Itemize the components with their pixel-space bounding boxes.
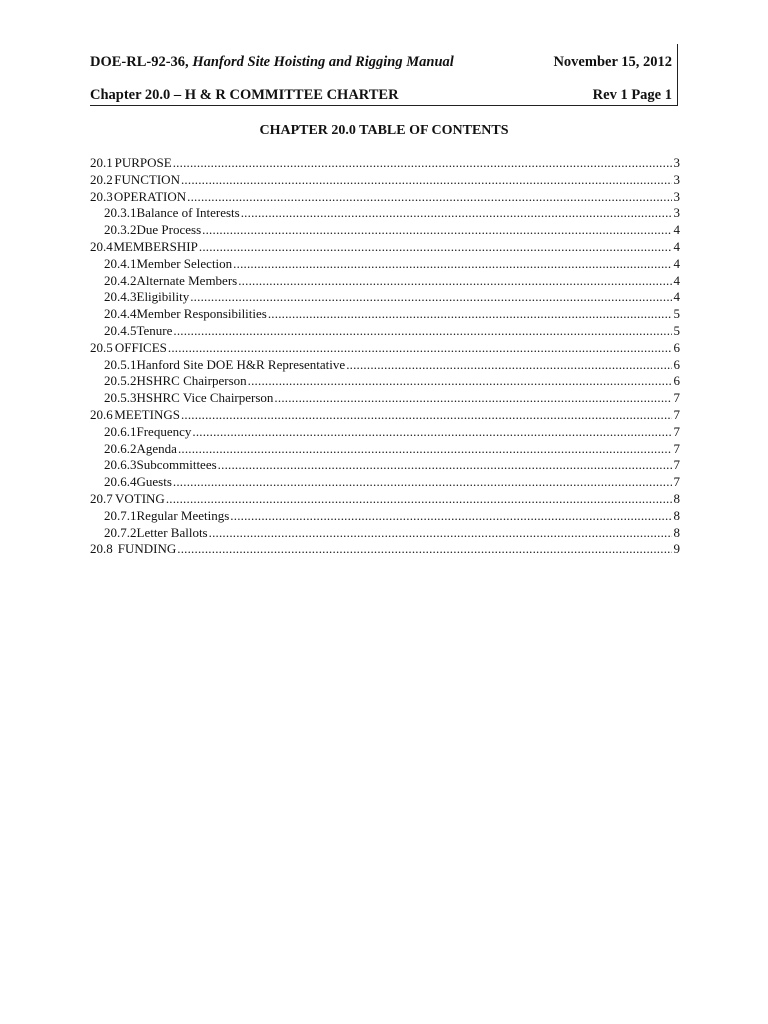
toc-leader-dots <box>199 239 672 256</box>
toc-leader-dots <box>218 457 672 474</box>
toc-entry-number: 20.3 <box>90 188 113 204</box>
toc-leader-dots <box>209 525 672 542</box>
toc-entry-number: 20.4.4 <box>104 306 137 322</box>
toc-leader-dots <box>190 289 671 306</box>
toc-leader-dots <box>248 373 672 390</box>
toc-leader-dots <box>166 491 672 508</box>
toc-entry-label: Eligibility <box>136 289 190 305</box>
toc-entry-label: VOTING <box>114 490 165 506</box>
document-date: November 15, 2012 <box>553 54 672 70</box>
toc-entry[interactable] <box>90 273 680 290</box>
toc-entry[interactable] <box>90 189 680 206</box>
toc-entry-label: MEMBERSHIP <box>113 238 198 254</box>
toc-entry-label: Guests <box>136 474 172 490</box>
toc-entry-page: 7 <box>673 474 680 490</box>
toc-entry[interactable] <box>90 155 680 172</box>
toc-entry-number: 20.6 <box>90 406 113 422</box>
toc-entry[interactable] <box>90 474 680 491</box>
toc-entry-page: 3 <box>673 155 680 170</box>
toc-entry-number: 20.4.3 <box>104 289 137 305</box>
toc-entry[interactable] <box>90 407 680 424</box>
toc-entry[interactable] <box>90 239 680 256</box>
toc-entry-page: 4 <box>673 272 680 288</box>
toc-entry[interactable] <box>90 541 680 558</box>
toc-entry[interactable] <box>90 525 680 542</box>
toc-entry-number: 20.7.1 <box>104 507 137 523</box>
toc-entry-label: Member Responsibilities <box>136 306 267 322</box>
toc-entry-label: OPERATION <box>113 188 187 204</box>
toc-leader-dots <box>230 508 671 525</box>
toc-entry-page: 3 <box>673 188 680 204</box>
toc-entry-page: 4 <box>673 255 680 271</box>
toc-leader-dots <box>192 424 671 441</box>
toc-entry-number: 20.4.5 <box>104 322 137 338</box>
toc-entry-page: 7 <box>673 390 680 406</box>
toc-entry[interactable] <box>90 373 680 390</box>
toc-entry-page: 4 <box>673 289 680 305</box>
toc-entry-label: Tenure <box>136 322 173 338</box>
toc-entry-number: 20.6.3 <box>104 457 137 473</box>
toc-leader-dots <box>168 340 672 357</box>
toc-entry[interactable] <box>90 357 680 374</box>
header-horizontal-rule <box>90 105 678 106</box>
toc-entry-number: 20.6.1 <box>104 423 137 439</box>
toc-leader-dots <box>268 306 672 323</box>
chapter-title: Chapter 20.0 – H & R COMMITTEE CHARTER <box>90 87 399 103</box>
toc-entry-page: 8 <box>673 490 680 506</box>
toc-entry-number: 20.1 <box>90 155 113 170</box>
toc-entry-label: Alternate Members <box>136 272 238 288</box>
toc-entry-number: 20.3.1 <box>104 205 137 221</box>
toc-entry-label: FUNCTION <box>114 171 180 187</box>
toc-leader-dots <box>274 390 671 407</box>
toc-entry-number: 20.4.2 <box>104 272 137 288</box>
toc-leader-dots <box>346 357 671 374</box>
toc-entry-number: 20.6.4 <box>104 474 137 490</box>
document-id: DOE-RL-92-36, <box>90 54 189 70</box>
toc-entry-label: Regular Meetings <box>136 507 230 523</box>
toc-leader-dots <box>181 172 672 189</box>
toc-entry-label: Frequency <box>136 423 192 439</box>
toc-leader-dots <box>173 474 672 491</box>
toc-entry[interactable] <box>90 508 680 525</box>
toc-entry-label: PURPOSE <box>114 155 172 170</box>
toc-entry[interactable] <box>90 424 680 441</box>
toc-entry-page: 3 <box>673 171 680 187</box>
toc-entry[interactable] <box>90 256 680 273</box>
toc-entry-page: 3 <box>673 205 680 221</box>
toc-entry-page: 4 <box>673 222 680 238</box>
toc-entry-number: 20.4 <box>90 238 113 254</box>
toc-entry-label: Due Process <box>136 222 202 238</box>
toc-entry[interactable] <box>90 306 680 323</box>
header-vertical-rule <box>677 44 678 106</box>
toc-entry-number: 20.7 <box>90 490 113 506</box>
toc-entry-label: Hanford Site DOE H&R Representative <box>136 356 346 372</box>
toc-entry[interactable] <box>90 390 680 407</box>
toc-entry-label: Agenda <box>136 440 177 456</box>
toc-entry-page: 5 <box>673 306 680 322</box>
toc-entry-label: Balance of Interests <box>136 205 240 221</box>
toc-leader-dots <box>187 189 671 206</box>
toc-entry[interactable] <box>90 340 680 357</box>
toc-entry-page: 5 <box>673 322 680 338</box>
toc-entry-number: 20.6.2 <box>104 440 137 456</box>
toc-entry-label: Letter Ballots <box>136 524 208 540</box>
toc-entry-page: 7 <box>673 406 680 422</box>
toc-entry-label: HSHRC Chairperson <box>136 373 247 389</box>
toc-leader-dots <box>202 222 671 239</box>
table-of-contents <box>90 155 680 558</box>
toc-entry-number: 20.5.1 <box>104 356 137 372</box>
toc-leader-dots <box>177 541 671 558</box>
toc-entry-page: 6 <box>673 356 680 372</box>
toc-entry-number: 20.5 <box>90 339 113 355</box>
toc-entry-label: MEETINGS <box>114 406 180 422</box>
toc-entry-page: 4 <box>673 238 680 254</box>
toc-entry-label: FUNDING <box>117 541 177 557</box>
toc-entry[interactable] <box>90 289 680 306</box>
toc-entry[interactable] <box>90 441 680 458</box>
toc-entry[interactable] <box>90 457 680 474</box>
toc-entry[interactable] <box>90 205 680 222</box>
toc-entry-number: 20.3.2 <box>104 222 137 238</box>
toc-leader-dots <box>173 323 671 340</box>
toc-entry-label: Subcommittees <box>136 457 217 473</box>
toc-leader-dots <box>241 205 672 222</box>
toc-entry-label: HSHRC Vice Chairperson <box>136 390 274 406</box>
toc-entry-page: 6 <box>673 339 680 355</box>
toc-entry-number: 20.4.1 <box>104 255 137 271</box>
toc-entry[interactable] <box>90 172 680 189</box>
toc-entry-page: 7 <box>673 423 680 439</box>
toc-leader-dots <box>178 441 672 458</box>
toc-leader-dots <box>238 273 671 290</box>
document-title: Hanford Site Hoisting and Rigging Manual <box>192 54 454 70</box>
revision-page: Rev 1 Page 1 <box>592 87 672 103</box>
toc-leader-dots <box>173 155 672 172</box>
toc-entry-number: 20.5.2 <box>104 373 137 389</box>
toc-entry-page: 8 <box>673 524 680 540</box>
toc-entry-page: 8 <box>673 507 680 523</box>
toc-entry[interactable] <box>90 323 680 340</box>
toc-entry[interactable] <box>90 222 680 239</box>
toc-entry-number: 20.5.3 <box>104 390 137 406</box>
toc-entry[interactable] <box>90 491 680 508</box>
toc-heading: CHAPTER 20.0 TABLE OF CONTENTS <box>259 123 509 138</box>
toc-entry-label: OFFICES <box>114 339 167 355</box>
toc-entry-page: 6 <box>673 373 680 389</box>
toc-entry-page: 7 <box>673 457 680 473</box>
toc-leader-dots <box>233 256 671 273</box>
toc-entry-number: 20.2 <box>90 171 113 187</box>
document-id-title <box>90 54 454 71</box>
toc-entry-page: 7 <box>673 440 680 456</box>
toc-entry-page: 9 <box>673 541 680 557</box>
toc-entry-number: 20.7.2 <box>104 524 137 540</box>
toc-leader-dots <box>181 407 672 424</box>
toc-entry-label: Member Selection <box>136 255 233 271</box>
toc-entry-number: 20.8 <box>90 541 113 557</box>
